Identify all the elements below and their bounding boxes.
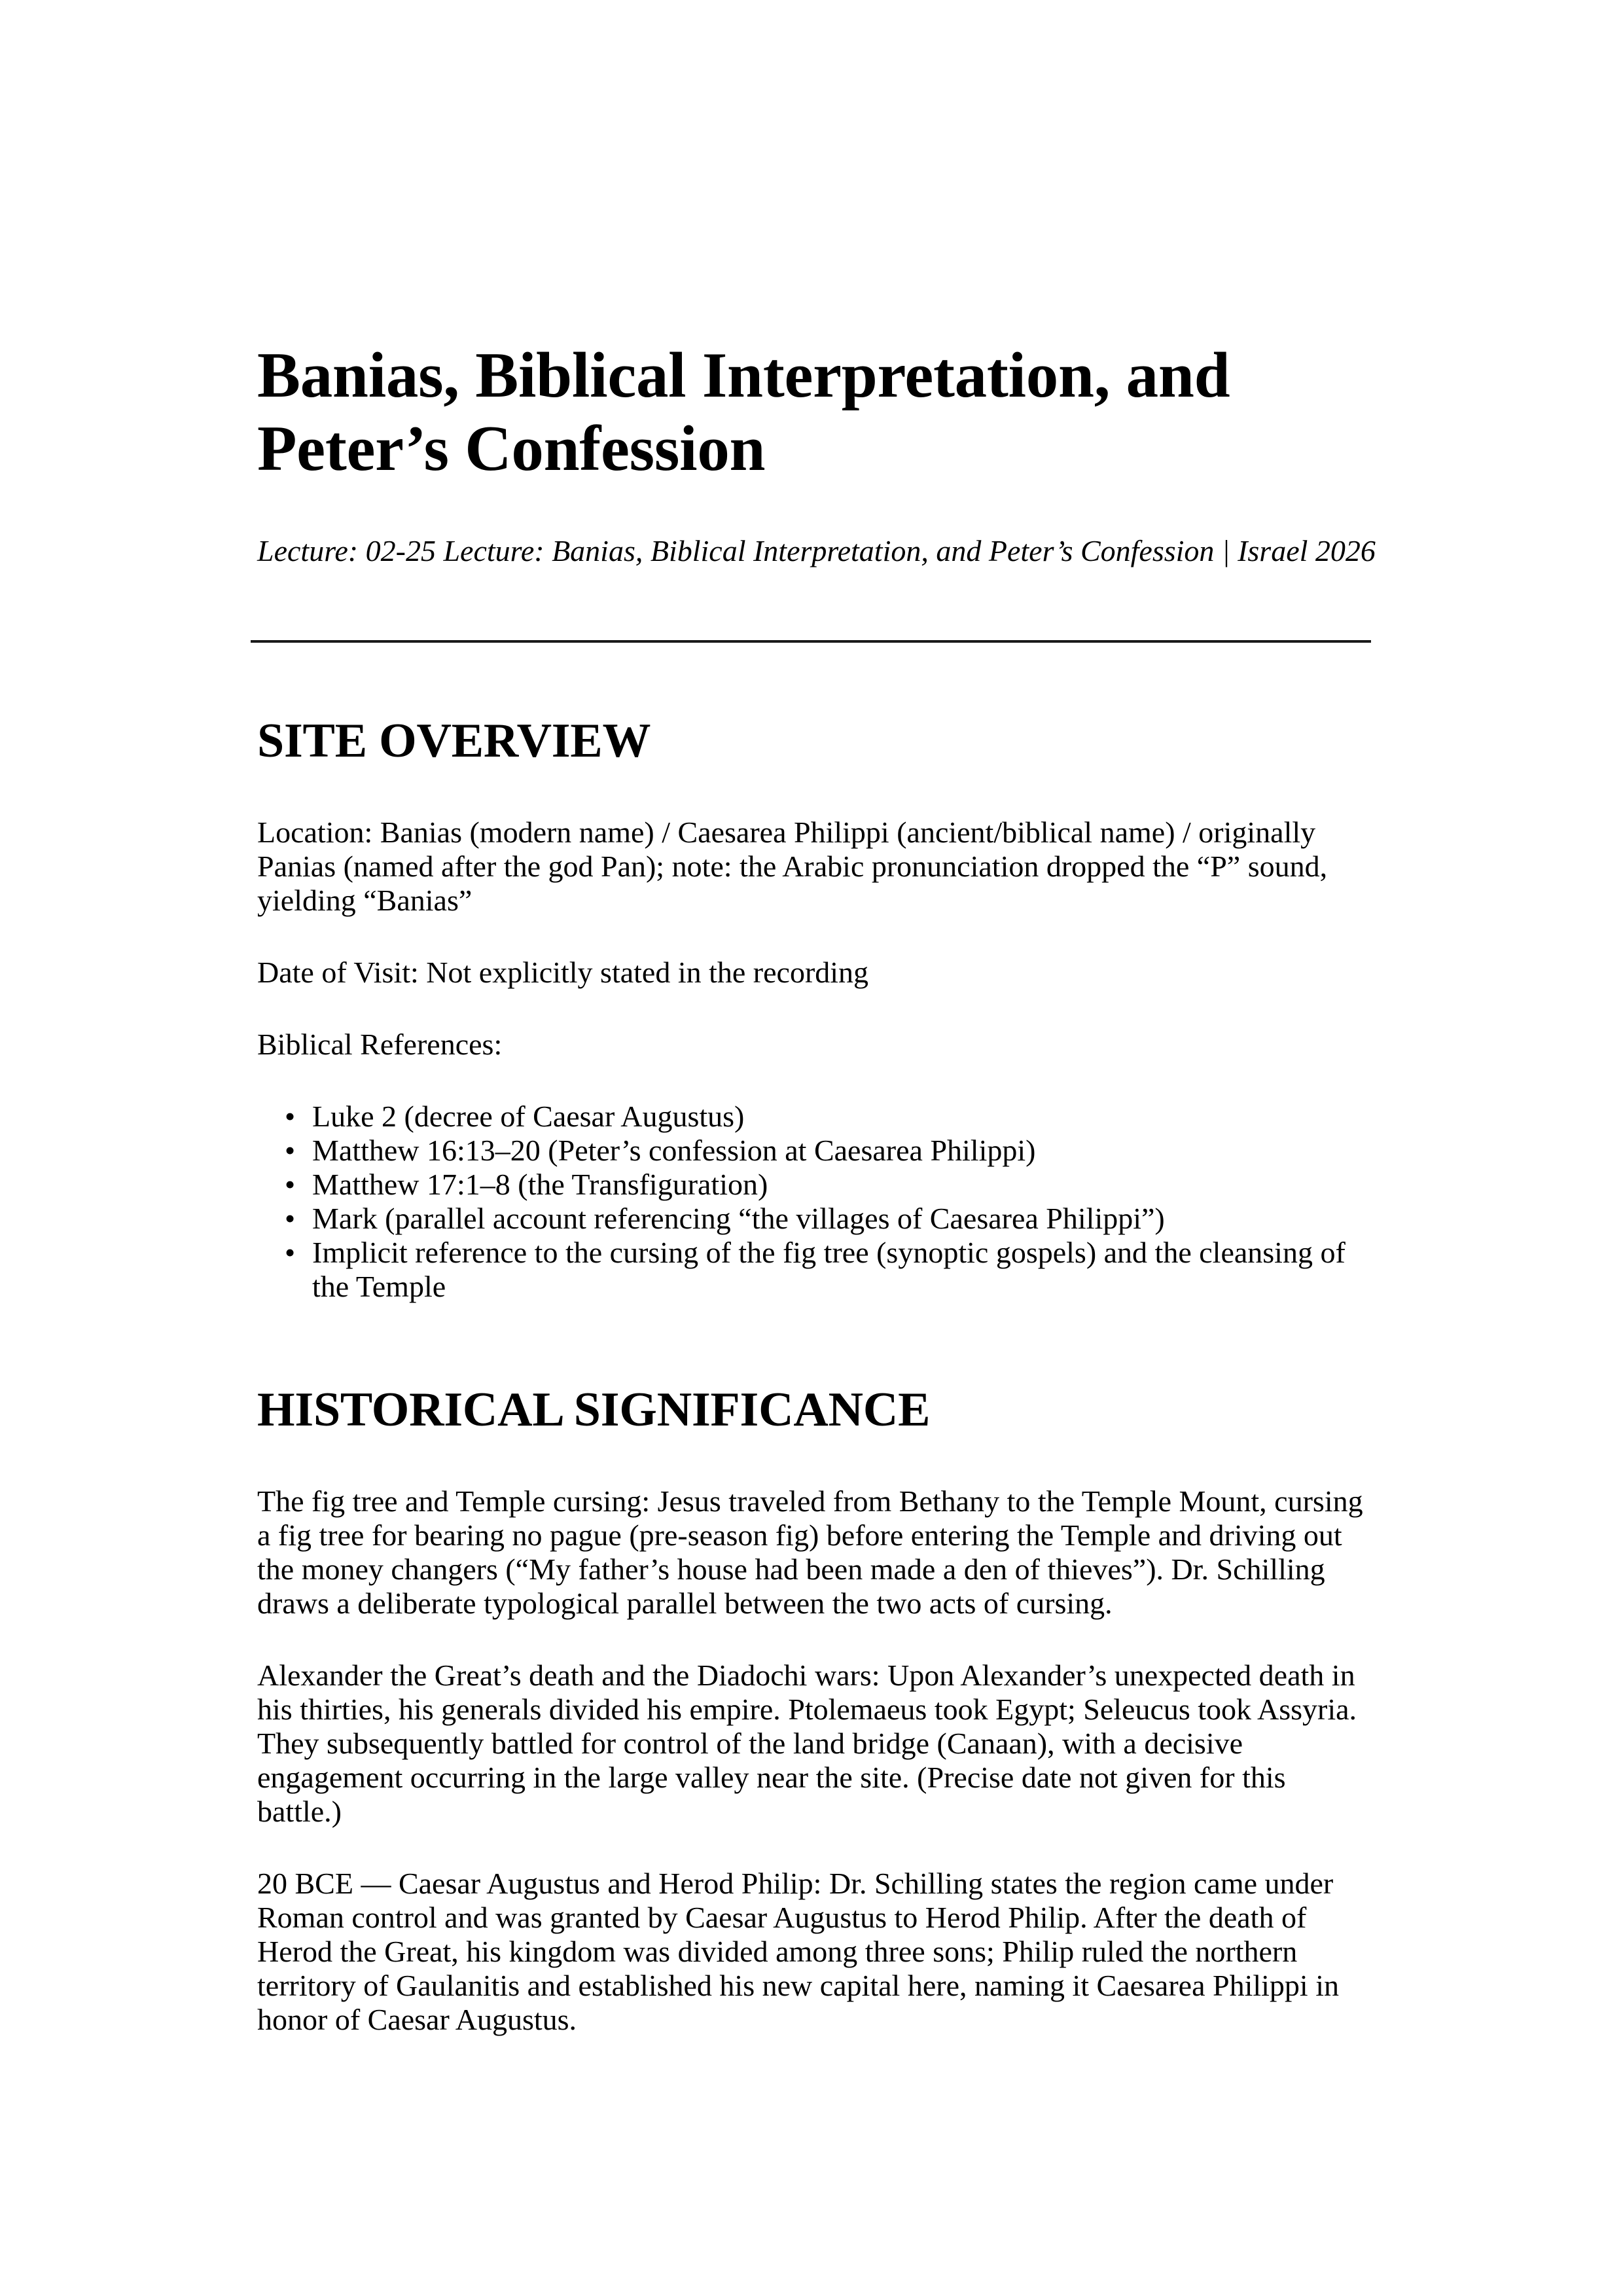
list-item-text: Matthew 16:13–20 (Peter’s confession at Caesarea Philippi) <box>312 1134 1036 1167</box>
site-overview-heading: SITE OVERVIEW <box>257 714 651 768</box>
bullet-icon: • <box>285 1168 296 1201</box>
document-title <box>257 339 1378 486</box>
title-line-1: Banias, Biblical Interpretation, and <box>257 340 1230 411</box>
title-line-2: Peter’s Confession <box>257 413 766 484</box>
list-item-text: Mark (parallel account referencing “the villages of Caesarea Philippi”) <box>312 1202 1165 1235</box>
location-paragraph: Location: Banias (modern name) / Caesarea Philippi (ancient/biblical name) / originally Panias (named after the god Pan); note: the Arabic pronunciation dropped the “P” sound, yielding “Banias” <box>257 816 1328 917</box>
list-item <box>285 1168 1378 1202</box>
list-item <box>285 1202 1378 1236</box>
title-divider <box>251 640 1371 643</box>
historical-significance-heading: HISTORICAL SIGNIFICANCE <box>257 1383 931 1437</box>
list-item-text: Implicit reference to the cursing of the fig tree (synoptic gospels) and the cleansing of the Temple <box>312 1236 1346 1303</box>
bullet-icon: • <box>285 1202 296 1235</box>
fig-tree-paragraph: The fig tree and Temple cursing: Jesus traveled from Bethany to the Temple Mount, cursing a fig tree for bearing no pague (pre-season fig) before entering the Temple and driving out the money changers (“My father’s house had been made a den of thieves”). Dr. Schilling draws a deliberate typological parallel between the two acts of cursing. <box>257 1484 1363 1620</box>
bullet-icon: • <box>285 1134 296 1167</box>
historical-significance-section <box>257 1382 1378 2037</box>
bullet-icon: • <box>285 1100 296 1133</box>
herod-philip-paragraph: 20 BCE — Caesar Augustus and Herod Philip: Dr. Schilling states the region came under Roman control and was granted by Caesar Augustus to Herod Philip. After the death of Herod the Great, his kingdom was divided among three sons; Philip ruled the northern territory of Gaulanitis and established his new capital here, naming it Caesarea Philippi in honor of Caesar Augustus. <box>257 1867 1339 2036</box>
lecture-subtitle: Lecture: 02-25 Lecture: Banias, Biblical Interpretation, and Peter’s Confession | Israel 2026 <box>257 534 1376 567</box>
list-item-text: Luke 2 (decree of Caesar Augustus) <box>312 1100 745 1133</box>
list-item <box>285 1236 1378 1304</box>
list-item-text: Matthew 17:1–8 (the Transfiguration) <box>312 1168 768 1201</box>
list-item <box>285 1100 1378 1134</box>
site-overview-section <box>257 713 1378 1304</box>
list-item <box>285 1134 1378 1168</box>
biblical-references-list <box>257 1100 1378 1304</box>
alexander-paragraph: Alexander the Great’s death and the Diadochi wars: Upon Alexander’s unexpected death in his thirties, his generals divided his empire. Ptolemaeus took Egypt; Seleucus took Assyria. They subsequently battled for control of the land bridge (Canaan), with a decisive engagement occurring in the large valley near the site. (Precise date not given for this battle.) <box>257 1659 1357 1828</box>
bullet-icon: • <box>285 1236 296 1269</box>
date-of-visit-paragraph: Date of Visit: Not explicitly stated in the recording <box>257 956 869 989</box>
biblical-references-label: Biblical References: <box>257 1028 503 1061</box>
